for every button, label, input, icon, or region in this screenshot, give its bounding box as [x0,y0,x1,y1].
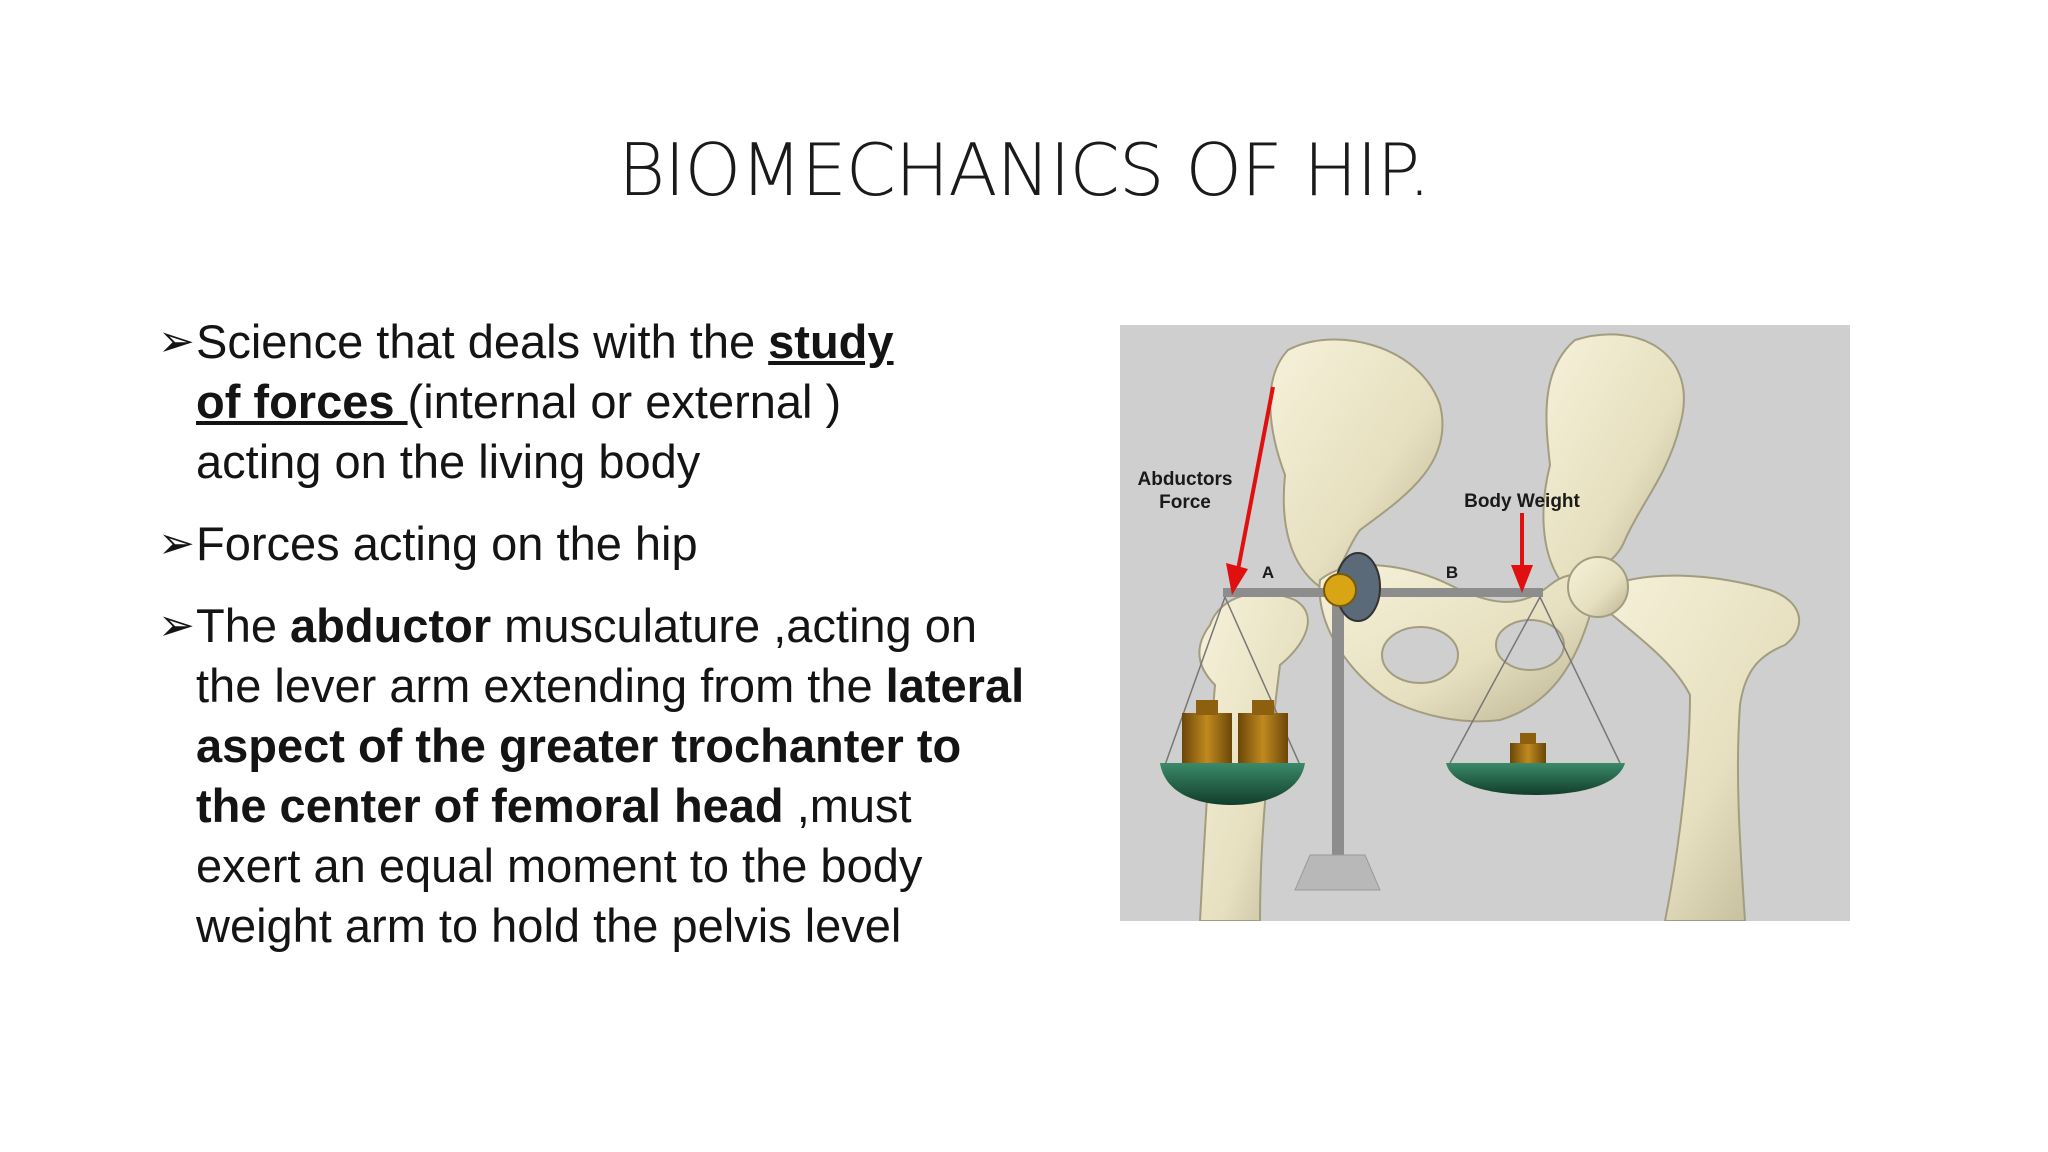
lever-point-b-label: B [1445,563,1459,582]
abductor-force-arrow [1237,387,1273,575]
bullet-arrow-icon: ➢ [158,519,195,568]
right-weight [1510,743,1546,765]
right-pan [1446,763,1625,795]
right-femoral-head [1568,557,1628,617]
bullet-item [158,312,1018,492]
left-pan [1160,763,1305,805]
left-weight [1238,713,1288,763]
hip-lever-diagram [1120,325,1850,921]
balance-beam [1223,588,1543,597]
bullet-item [158,596,1026,956]
bullet-arrow-icon: ➢ [158,601,195,650]
bullet-text: The abductor musculature ,acting on the lever arm extending from the lateral aspect of the greater trochanter to the center of femoral head ,must exert an equal moment to the body weight arm to hold the pelvis level [196,599,1025,952]
abductors-force-label: Abductors [1137,469,1233,490]
left-iliac-wing [1270,339,1442,587]
abductors-force-label: Force [1159,492,1211,513]
lever-point-a-label: A [1261,563,1275,582]
bullet-list [158,312,1025,978]
balance-base [1295,855,1380,890]
bullet-text: Science that deals with the study of forces (internal or external ) acting on the living body [196,315,894,488]
bullet-item [158,514,1018,574]
bullet-text: Forces acting on the hip [196,517,698,570]
bullet-arrow-icon: ➢ [158,317,195,366]
hip-biomechanics-figure [1120,325,1850,921]
pivot-ball [1324,574,1356,606]
right-femur [1590,576,1799,921]
balance-post [1332,595,1344,870]
body-weight-label: Body Weight [1464,491,1580,512]
obturator-foramen-right [1496,620,1564,670]
right-iliac-wing [1543,334,1683,580]
left-weight [1182,713,1232,763]
slide-title: BIOMECHANICS OF HIP. [618,128,1430,212]
obturator-foramen-left [1382,627,1458,683]
